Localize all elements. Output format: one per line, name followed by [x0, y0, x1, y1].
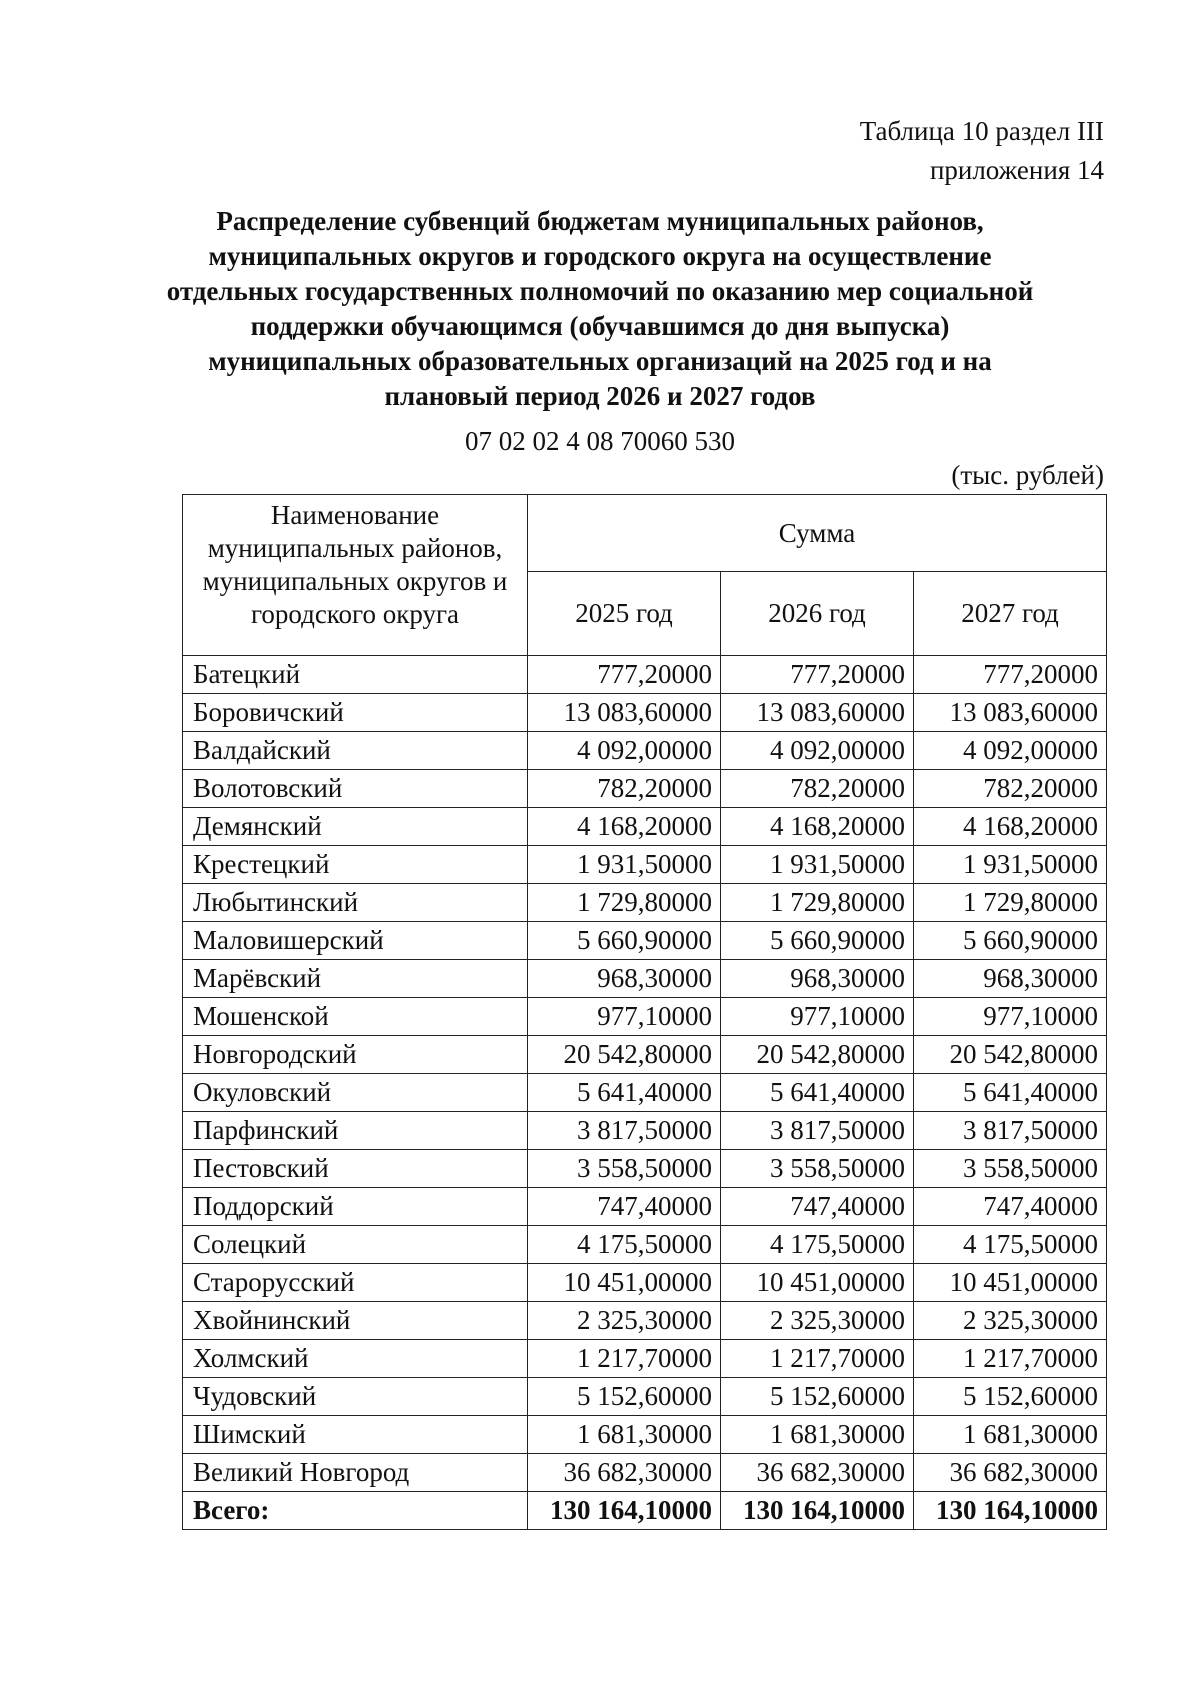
column-header-sum: Сумма [528, 495, 1107, 572]
amount-2027: 4 168,20000 [914, 808, 1107, 846]
amount-2025: 2 325,30000 [528, 1302, 721, 1340]
amount-2025: 968,30000 [528, 960, 721, 998]
amount-2026: 5 152,60000 [721, 1378, 914, 1416]
amount-2025: 1 931,50000 [528, 846, 721, 884]
title-line: отдельных государственных полномочий по оказанию мер социальной [166, 276, 1034, 306]
table-row [183, 1264, 1107, 1302]
municipality-name: Пестовский [183, 1150, 528, 1188]
amount-2027: 2 325,30000 [914, 1302, 1107, 1340]
municipality-name: Чудовский [183, 1378, 528, 1416]
table-row [183, 1226, 1107, 1264]
table-row [183, 808, 1107, 846]
amount-2026: 4 092,00000 [721, 732, 914, 770]
amount-2027: 5 641,40000 [914, 1074, 1107, 1112]
amount-2027: 1 217,70000 [914, 1340, 1107, 1378]
amount-2027: 20 542,80000 [914, 1036, 1107, 1074]
amount-2026: 36 682,30000 [721, 1454, 914, 1492]
amount-2027: 977,10000 [914, 998, 1107, 1036]
amount-2027: 5 660,90000 [914, 922, 1107, 960]
municipality-name: Маловишерский [183, 922, 528, 960]
municipality-name: Парфинский [183, 1112, 528, 1150]
amount-2026: 20 542,80000 [721, 1036, 914, 1074]
units-label: (тыс. рублей) [951, 460, 1104, 490]
table-row [183, 960, 1107, 998]
header-line: муниципальных районов, [207, 533, 503, 563]
reference-line-appendix: приложения 14 [929, 155, 1104, 185]
table-row [183, 732, 1107, 770]
amount-2026: 977,10000 [721, 998, 914, 1036]
amount-2025: 1 217,70000 [528, 1340, 721, 1378]
municipality-name: Любытинский [183, 884, 528, 922]
title-line: муниципальных округов и городского округа на осуществление [208, 241, 992, 271]
document-title [150, 204, 1050, 414]
table-row [183, 1150, 1107, 1188]
municipality-name: Валдайский [183, 732, 528, 770]
amount-2026: 2 325,30000 [721, 1302, 914, 1340]
amount-2025: 3 558,50000 [528, 1150, 721, 1188]
table-row [183, 694, 1107, 732]
municipality-name: Шимский [183, 1416, 528, 1454]
amount-2025: 4 175,50000 [528, 1226, 721, 1264]
amount-2027: 36 682,30000 [914, 1454, 1107, 1492]
amount-2025: 5 660,90000 [528, 922, 721, 960]
table-row [183, 1036, 1107, 1074]
amount-2026: 13 083,60000 [721, 694, 914, 732]
municipality-name: Крестецкий [183, 846, 528, 884]
amount-2027: 782,20000 [914, 770, 1107, 808]
table-row [183, 1454, 1107, 1492]
municipality-name: Волотовский [183, 770, 528, 808]
amount-2026: 4 168,20000 [721, 808, 914, 846]
amount-2027: 968,30000 [914, 960, 1107, 998]
municipality-name: Старорусский [183, 1264, 528, 1302]
amount-2026: 1 729,80000 [721, 884, 914, 922]
amount-2027: 747,40000 [914, 1188, 1107, 1226]
amount-2027: 130 164,10000 [914, 1492, 1107, 1530]
amount-2026: 968,30000 [721, 960, 914, 998]
amount-2025: 13 083,60000 [528, 694, 721, 732]
table-row [183, 998, 1107, 1036]
municipality-name: Марёвский [183, 960, 528, 998]
municipality-name: Демянский [183, 808, 528, 846]
table-row [183, 1112, 1107, 1150]
amount-2026: 1 931,50000 [721, 846, 914, 884]
amount-2026: 777,20000 [721, 656, 914, 694]
amount-2027: 3 817,50000 [914, 1112, 1107, 1150]
amount-2027: 4 175,50000 [914, 1226, 1107, 1264]
column-header-name [183, 495, 528, 656]
header-line: городского округа [250, 599, 460, 629]
amount-2025: 5 641,40000 [528, 1074, 721, 1112]
document-reference [860, 112, 1104, 190]
amount-2027: 3 558,50000 [914, 1150, 1107, 1188]
amount-2025: 3 817,50000 [528, 1112, 721, 1150]
amount-2025: 36 682,30000 [528, 1454, 721, 1492]
total-label: Всего: [183, 1492, 528, 1530]
table-row [183, 1302, 1107, 1340]
municipality-name: Батецкий [183, 656, 528, 694]
amount-2026: 5 660,90000 [721, 922, 914, 960]
amount-2026: 1 681,30000 [721, 1416, 914, 1454]
table-row [183, 884, 1107, 922]
municipality-name: Солецкий [183, 1226, 528, 1264]
municipality-name: Мошенской [183, 998, 528, 1036]
amount-2025: 977,10000 [528, 998, 721, 1036]
municipality-name: Великий Новгород [183, 1454, 528, 1492]
table-row [183, 1378, 1107, 1416]
table-row [183, 656, 1107, 694]
subventions-table [182, 494, 1107, 1530]
amount-2026: 130 164,10000 [721, 1492, 914, 1530]
amount-2026: 4 175,50000 [721, 1226, 914, 1264]
title-line: поддержки обучающимся (обучавшимся до дня выпуска) [250, 311, 950, 341]
column-header-2025: 2025 год [528, 572, 721, 656]
amount-2025: 782,20000 [528, 770, 721, 808]
header-line: муниципальных округов и [202, 566, 508, 596]
amount-2027: 13 083,60000 [914, 694, 1107, 732]
amount-2026: 747,40000 [721, 1188, 914, 1226]
title-line: муниципальных образовательных организаций на 2025 год и на [208, 346, 992, 376]
municipality-name: Холмский [183, 1340, 528, 1378]
column-header-2026: 2026 год [721, 572, 914, 656]
amount-2026: 10 451,00000 [721, 1264, 914, 1302]
amount-2027: 1 681,30000 [914, 1416, 1107, 1454]
title-line: плановый период 2026 и 2027 годов [384, 381, 816, 411]
table-row [183, 1074, 1107, 1112]
amount-2026: 1 217,70000 [721, 1340, 914, 1378]
table-row [183, 770, 1107, 808]
municipality-name: Поддорский [183, 1188, 528, 1226]
amount-2025: 1 681,30000 [528, 1416, 721, 1454]
amount-2025: 4 092,00000 [528, 732, 721, 770]
table-row [183, 1416, 1107, 1454]
reference-line-table: Таблица 10 раздел III [859, 116, 1104, 146]
amount-2025: 10 451,00000 [528, 1264, 721, 1302]
amount-2027: 1 729,80000 [914, 884, 1107, 922]
amount-2027: 5 152,60000 [914, 1378, 1107, 1416]
amount-2025: 4 168,20000 [528, 808, 721, 846]
amount-2027: 1 931,50000 [914, 846, 1107, 884]
column-header-2027: 2027 год [914, 572, 1107, 656]
table-row [183, 846, 1107, 884]
amount-2025: 20 542,80000 [528, 1036, 721, 1074]
amount-2025: 130 164,10000 [528, 1492, 721, 1530]
table-row [183, 1340, 1107, 1378]
amount-2025: 5 152,60000 [528, 1378, 721, 1416]
table-total-row [183, 1492, 1107, 1530]
amount-2025: 747,40000 [528, 1188, 721, 1226]
amount-2026: 5 641,40000 [721, 1074, 914, 1112]
budget-classification-code: 07 02 02 4 08 70060 530 [465, 426, 735, 456]
amount-2027: 777,20000 [914, 656, 1107, 694]
table-row [183, 922, 1107, 960]
amount-2026: 782,20000 [721, 770, 914, 808]
amount-2025: 777,20000 [528, 656, 721, 694]
municipality-name: Хвойнинский [183, 1302, 528, 1340]
table-row [183, 1188, 1107, 1226]
municipality-name: Окуловский [183, 1074, 528, 1112]
amount-2026: 3 817,50000 [721, 1112, 914, 1150]
title-line: Распределение субвенций бюджетам муниципальных районов, [216, 206, 984, 236]
header-line: Наименование [270, 500, 440, 530]
amount-2025: 1 729,80000 [528, 884, 721, 922]
municipality-name: Новгородский [183, 1036, 528, 1074]
municipality-name: Боровичский [183, 694, 528, 732]
amount-2027: 10 451,00000 [914, 1264, 1107, 1302]
amount-2027: 4 092,00000 [914, 732, 1107, 770]
amount-2026: 3 558,50000 [721, 1150, 914, 1188]
